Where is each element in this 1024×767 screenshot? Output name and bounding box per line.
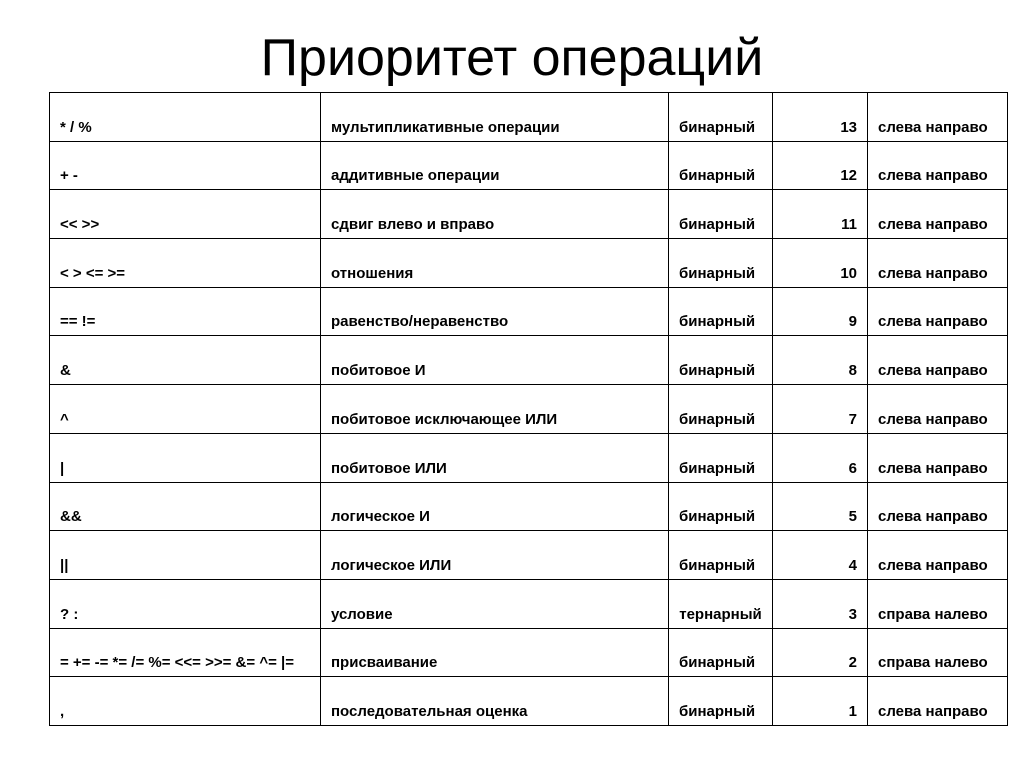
priority-cell: 6 <box>773 433 868 482</box>
description-cell: мультипликативные операции <box>321 93 669 142</box>
table-row <box>50 141 1008 190</box>
description-cell: побитовое ИЛИ <box>321 433 669 482</box>
associativity-cell: слева направо <box>868 141 1008 190</box>
table-row <box>50 287 1008 336</box>
table-row <box>50 433 1008 482</box>
arity-cell: бинарный <box>669 433 773 482</box>
priority-cell: 8 <box>773 336 868 385</box>
arity-cell: бинарный <box>669 531 773 580</box>
table-row <box>50 628 1008 677</box>
table-row <box>50 93 1008 142</box>
description-cell: сдвиг влево и вправо <box>321 190 669 239</box>
arity-cell: бинарный <box>669 287 773 336</box>
table-row <box>50 482 1008 531</box>
associativity-cell: слева направо <box>868 190 1008 239</box>
associativity-cell: слева направо <box>868 93 1008 142</box>
description-cell: отношения <box>321 239 669 288</box>
arity-cell: бинарный <box>669 190 773 239</box>
operator-cell: + - <box>50 141 321 190</box>
arity-cell: бинарный <box>669 93 773 142</box>
description-cell: аддитивные операции <box>321 141 669 190</box>
associativity-cell: справа налево <box>868 628 1008 677</box>
table-body <box>50 93 1008 726</box>
arity-cell: бинарный <box>669 482 773 531</box>
description-cell: побитовое И <box>321 336 669 385</box>
priority-cell: 11 <box>773 190 868 239</box>
associativity-cell: слева направо <box>868 433 1008 482</box>
arity-cell: бинарный <box>669 239 773 288</box>
operator-cell: < > <= >= <box>50 239 321 288</box>
priority-cell: 4 <box>773 531 868 580</box>
table-row <box>50 385 1008 434</box>
description-cell: равенство/неравенство <box>321 287 669 336</box>
associativity-cell: слева направо <box>868 287 1008 336</box>
description-cell: последовательная оценка <box>321 677 669 726</box>
priority-cell: 5 <box>773 482 868 531</box>
operator-cell: << >> <box>50 190 321 239</box>
priority-cell: 12 <box>773 141 868 190</box>
priority-cell: 3 <box>773 579 868 628</box>
arity-cell: бинарный <box>669 141 773 190</box>
page-title: Приоритет операций <box>260 29 764 87</box>
description-cell: логическое ИЛИ <box>321 531 669 580</box>
operator-cell: && <box>50 482 321 531</box>
priority-cell: 1 <box>773 677 868 726</box>
table-row <box>50 677 1008 726</box>
associativity-cell: слева направо <box>868 482 1008 531</box>
operator-precedence-table <box>49 92 1008 726</box>
associativity-cell: слева направо <box>868 531 1008 580</box>
operator-cell: == != <box>50 287 321 336</box>
operator-cell: * / % <box>50 93 321 142</box>
arity-cell: бинарный <box>669 628 773 677</box>
priority-cell: 2 <box>773 628 868 677</box>
arity-cell: бинарный <box>669 336 773 385</box>
associativity-cell: слева направо <box>868 385 1008 434</box>
arity-cell: тернарный <box>669 579 773 628</box>
priority-cell: 13 <box>773 93 868 142</box>
table-row <box>50 531 1008 580</box>
table-row <box>50 190 1008 239</box>
associativity-cell: справа налево <box>868 579 1008 628</box>
operator-cell: ^ <box>50 385 321 434</box>
associativity-cell: слева направо <box>868 239 1008 288</box>
priority-cell: 7 <box>773 385 868 434</box>
priority-cell: 10 <box>773 239 868 288</box>
operator-cell: & <box>50 336 321 385</box>
description-cell: присваивание <box>321 628 669 677</box>
table-row <box>50 579 1008 628</box>
description-cell: побитовое исключающее ИЛИ <box>321 385 669 434</box>
priority-cell: 9 <box>773 287 868 336</box>
table-row <box>50 336 1008 385</box>
operator-cell: ? : <box>50 579 321 628</box>
operator-cell: | <box>50 433 321 482</box>
operator-cell: || <box>50 531 321 580</box>
description-cell: условие <box>321 579 669 628</box>
operator-cell: , <box>50 677 321 726</box>
arity-cell: бинарный <box>669 677 773 726</box>
associativity-cell: слева направо <box>868 677 1008 726</box>
table-row <box>50 239 1008 288</box>
arity-cell: бинарный <box>669 385 773 434</box>
associativity-cell: слева направо <box>868 336 1008 385</box>
operator-cell: = += -= *= /= %= <<= >>= &= ^= |= <box>50 628 321 677</box>
description-cell: логическое И <box>321 482 669 531</box>
